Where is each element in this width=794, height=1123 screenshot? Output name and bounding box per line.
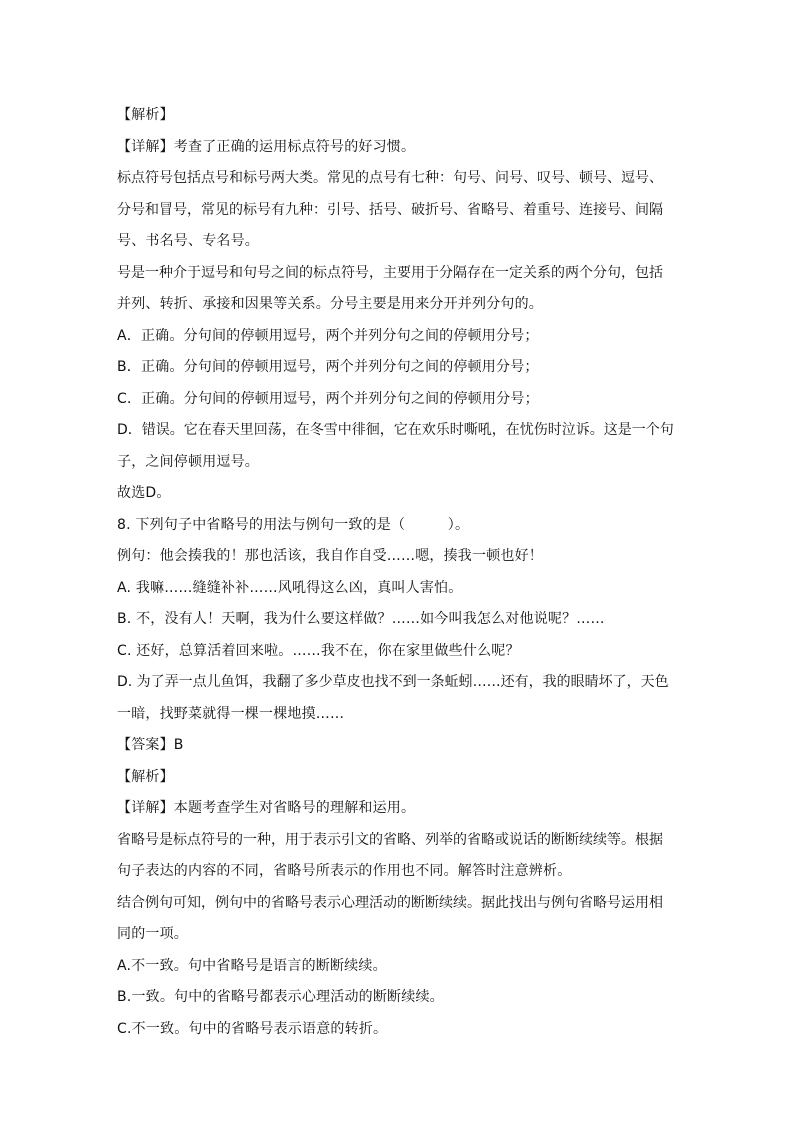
question-option-a: A. 我嘛……缝缝补补……风吼得这么凶，真叫人害怕。 — [117, 579, 463, 596]
paragraph-line: 省略号是标点符号的一种，用于表示引文的省略、列举的省略或说话的断断续续等。根据 — [117, 831, 663, 848]
question-option-c: C. 还好，总算活着回来啦。……我不在，你在家里做些什么呢？ — [117, 642, 520, 659]
explanation-line: 【详解】本题考查学生对省略号的理解和运用。 — [117, 800, 416, 816]
paragraph-line: 分号和冒号，常见的标号有九种：引号、括号、破折号、省略号、着重号、连接号、间隔 — [117, 201, 663, 218]
paragraph-line: 结合例句可知，例句中的省略号表示心理活动的断断续续。据此找出与例句省略号运用相 — [117, 894, 663, 911]
paragraph-line: 同的一项。 — [117, 926, 188, 942]
analysis-heading: 【解析】 — [117, 768, 174, 785]
option-analysis-c: C.不一致。句中的省略号表示语意的转折。 — [117, 1020, 388, 1037]
answer-line: 【答案】B — [117, 737, 184, 753]
paragraph-line: 号是一种介于逗号和句号之间的标点符号，主要用于分隔存在一定关系的两个分句，包括 — [117, 264, 663, 281]
answer-choice-line: 故选D。 — [117, 485, 171, 501]
analysis-heading: 【解析】 — [117, 107, 174, 123]
option-analysis-a: A.不一致。句中省略号是语言的断断续续。 — [117, 957, 387, 974]
question-option-b: B. 不，没有人！天啊，我为什么要这样做？……如今叫我怎么对他说呢？…… — [117, 611, 605, 627]
paragraph-line: 号、书名号、专名号。 — [117, 233, 259, 249]
question-option-d: D. 为了弄一点儿鱼饵，我翻了多少草皮也找不到一条蚯蚓……还有，我的眼睛坏了，天色 — [117, 674, 669, 690]
option-analysis-c: C．正确。分句间的停顿用逗号，两个并列分句之间的停顿用分号； — [117, 390, 539, 407]
question-8: 8. 下列句子中省略号的用法与例句一致的是（ ）。 — [117, 516, 470, 533]
paragraph-line: 句子表达的内容的不同，省略号所表示的作用也不同。解答时注意辨析。 — [117, 863, 572, 879]
option-analysis-a: A．正确。分句间的停顿用逗号，两个并列分句之间的停顿用分号； — [117, 327, 539, 344]
example-sentence: 例句：他会揍我的！那也活该，我自作自受……嗯，揍我一顿也好！ — [117, 548, 543, 564]
question-option-d-continued: 一暗，找野菜就得一棵一棵地摸…… — [117, 705, 345, 722]
option-analysis-d: D．错误。它在春天里回荡，在冬雪中徘徊，它在欢乐时嘶吼，在忧伤时泣诉。这是一个句 — [117, 422, 674, 438]
option-analysis-d-continued: 子，之间停顿用逗号。 — [117, 453, 259, 470]
option-analysis-b: B.一致。句中的省略号都表示心理活动的断断续续。 — [117, 989, 444, 1005]
document-page — [117, 100, 677, 1045]
paragraph-line: 并列、转折、承接和因果等关系。分号主要是用来分开并列分句的。 — [117, 296, 543, 312]
explanation-line: 【详解】考查了正确的运用标点符号的好习惯。 — [117, 138, 416, 155]
option-analysis-b: B．正确。分句间的停顿用逗号，两个并列分句之间的停顿用分号； — [117, 359, 539, 375]
paragraph-line: 标点符号包括点号和标号两大类。常见的点号有七种：句号、问号、叹号、顿号、逗号、 — [117, 170, 663, 186]
